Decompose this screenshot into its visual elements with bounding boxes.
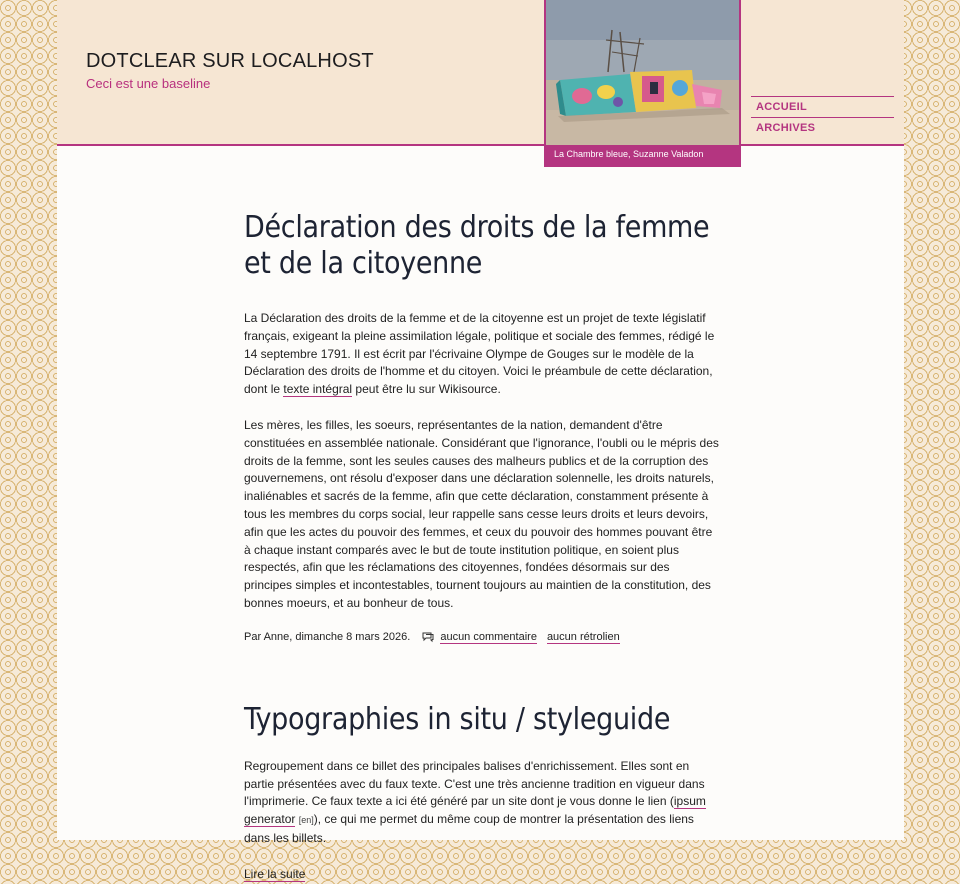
- read-more-line: [244, 866, 720, 884]
- main-content: [244, 210, 720, 884]
- post-declaration: [244, 210, 720, 644]
- hero-caption: La Chambre bleue, Suzanne Valadon: [554, 149, 704, 159]
- painted-bunker-illustration: [546, 0, 739, 145]
- post-paragraph: [244, 758, 720, 848]
- site-title[interactable]: DOTCLEAR SUR LOCALHOST: [86, 50, 374, 72]
- site-baseline: Ceci est une baseline: [86, 76, 211, 91]
- post-paragraph: [244, 310, 720, 399]
- menu-item-archives[interactable]: ARCHIVES: [751, 117, 894, 138]
- page: [57, 0, 904, 881]
- comments-link[interactable]: aucun commentaire: [440, 630, 537, 643]
- main-menu: [751, 96, 894, 138]
- read-more-link[interactable]: Lire la suite: [244, 866, 306, 881]
- paragraph-text: peut être lu sur Wikisource.: [352, 382, 501, 397]
- post-typographies: [244, 702, 720, 884]
- link-texte-integral[interactable]: texte intégral: [283, 382, 353, 397]
- post-author-date: Par Anne, dimanche 8 mars 2026.: [244, 631, 411, 644]
- paragraph-text: La Déclaration des droits de la femme et de la citoyenne est un projet de texte législatif français, exigeant la pleine assimilation légale, politique et sociale des femmes, rédigé le 14 septembre 1791. Il est écrit par l'écrivaine Olympe de Gouges sur le modèle de la Déclaration des droits de l'homme et du citoyen. Voici le préambule de cette déclaration, dont le: [244, 311, 715, 397]
- post-meta: [244, 631, 720, 644]
- post-paragraph: Les mères, les filles, les soeurs, représentantes de la nation, demandent d'être constituées en assemblée nationale. Considérant que l'ignorance, l'oubli ou le mépris des droits de la femme, sont les seules causes des malheurs publics et de la corruption des gouvernemens, ont résolu d'exposer dans une déclaration solennelle, les droits naturels, inaliénables et sacrés de la femme, afin que cette déclaration, constamment présente à tous les membres du corps social, leur rappelle sans cesse leurs droits et leurs devoirs, afin que les actes du pouvoir des femmes, et ceux du pouvoir des hommes pouvant être à chaque instant comparés avec le but de toute institution politique, en soient plus respectés, afin que les réclamations des citoyennes, fondées désormais sur des principes simples et incontestables, tournent toujours au maintien de la constitution, des bonnes moeurs, et au bonheur de tous.: [244, 417, 719, 610]
- hero-image: [546, 0, 739, 145]
- comment-icon: [422, 632, 434, 642]
- post-title[interactable]: Typographies in situ / styleguide: [244, 701, 671, 737]
- paragraph-text: Regroupement dans ce billet des principales balises d'enrichissement. Elles sont en partie présentées avec du faux texte. C'est une très ancienne tradition en vigueur dans l'imprimerie. Ce faux texte a ici été généré par un site dont je vous donne le lien (: [244, 758, 705, 809]
- link-ipsum-generator[interactable]: ipsum generator: [244, 794, 706, 827]
- hero-figure: [544, 0, 741, 167]
- language-badge: [en]: [298, 815, 314, 826]
- site-header: [57, 0, 904, 146]
- paragraph-text: ), ce qui me permet du même coup de montrer la présentation des liens dans les billets.: [244, 812, 694, 845]
- trackbacks-link[interactable]: aucun rétrolien: [546, 630, 620, 643]
- post-title[interactable]: Déclaration des droits de la femme et de la citoyenne: [244, 210, 710, 281]
- menu-item-accueil[interactable]: ACCUEIL: [751, 96, 894, 117]
